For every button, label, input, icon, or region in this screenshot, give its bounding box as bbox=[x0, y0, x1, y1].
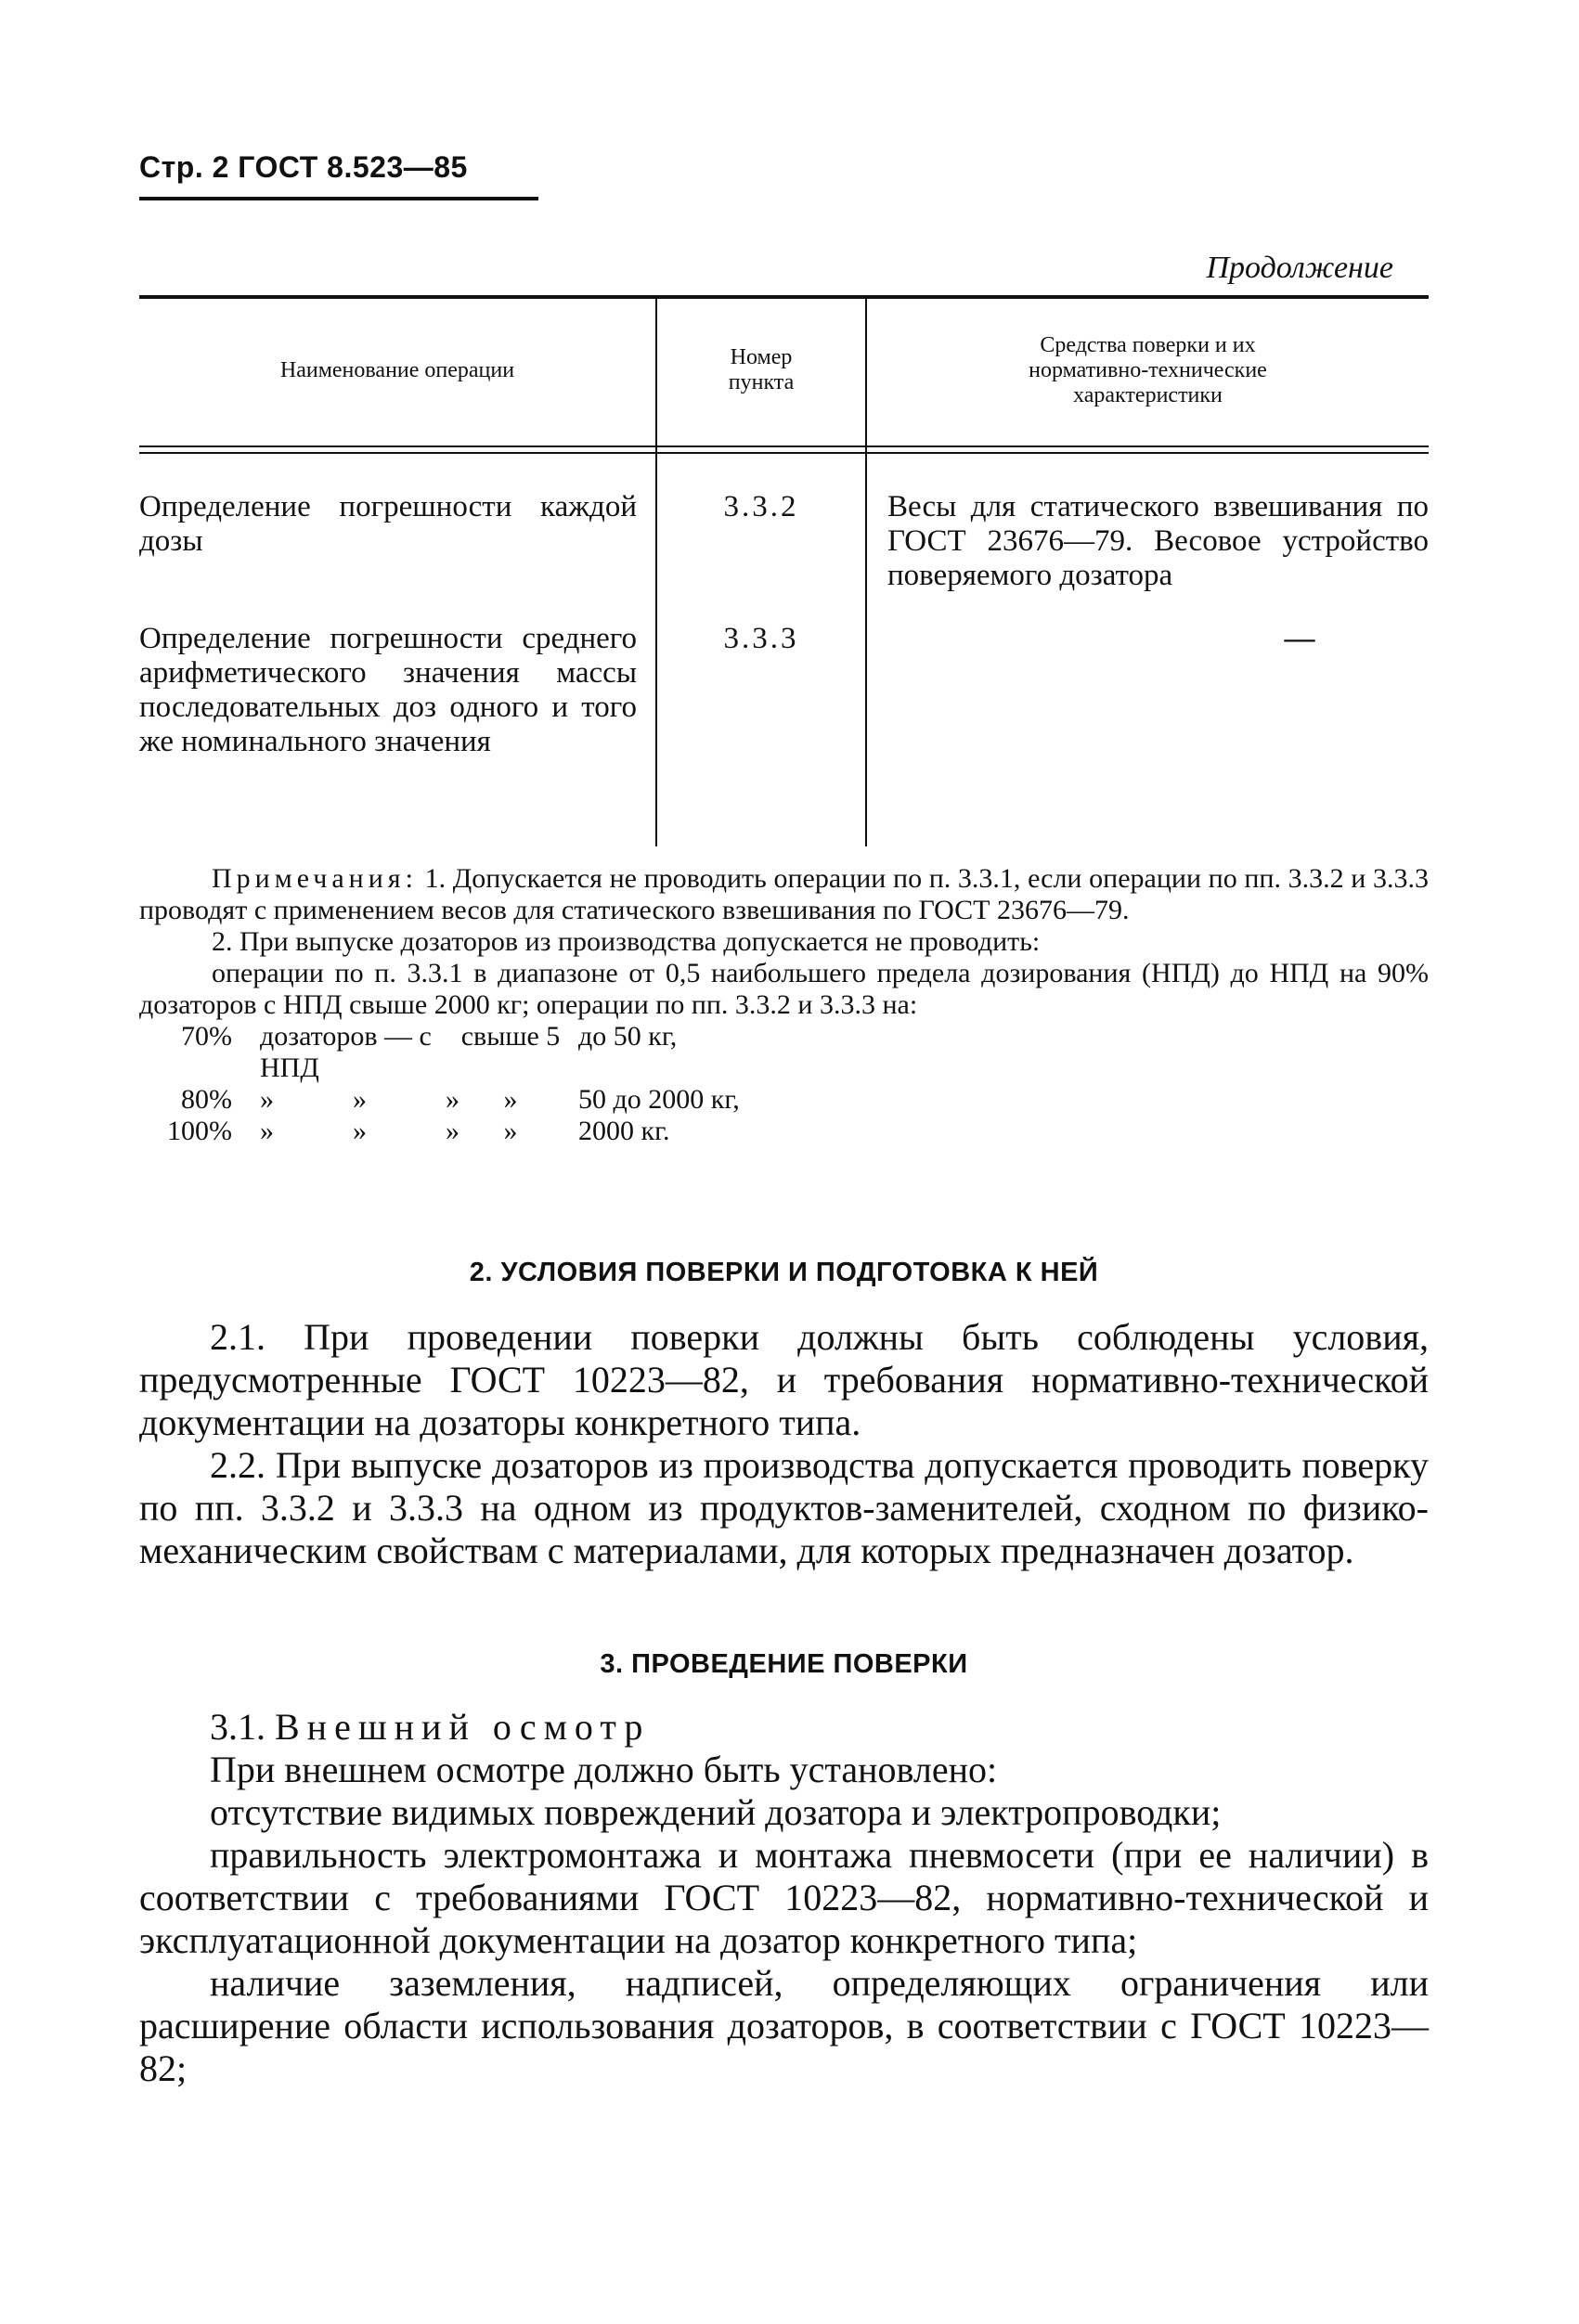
ditto-mark: » bbox=[260, 1116, 274, 1146]
ditto-marks bbox=[232, 1116, 459, 1147]
table-row-2-tools: — bbox=[1284, 622, 1315, 655]
percent-row-text: дозаторов — с НПД bbox=[260, 1021, 432, 1083]
ditto-mark: » bbox=[446, 1116, 459, 1146]
ditto-mark: » bbox=[503, 1084, 518, 1115]
notes-block bbox=[139, 863, 1429, 1147]
table-header-rule-double bbox=[139, 452, 1429, 454]
operations-table bbox=[139, 295, 1429, 852]
table-row-2-number: 3.3.3 bbox=[723, 622, 799, 655]
table-row-1-tools: Весы для статического взвешивания по ГОСТ 23676—79. Весовое устройство поверяемого дозатора bbox=[887, 490, 1429, 592]
table-header-item-number: Номер пункта bbox=[728, 345, 795, 394]
subsection-3-1-heading bbox=[139, 1706, 1429, 1749]
subsection-title: Внешний осмотр bbox=[275, 1706, 651, 1748]
section-2-title: 2. УСЛОВИЯ ПОВЕРКИ И ПОДГОТОВКА К НЕЙ bbox=[469, 1258, 1099, 1287]
section-3-paragraph-2: отсутствие видимых повреждений дозатора и электропроводки; bbox=[210, 1791, 1222, 1833]
ditto-mark: » bbox=[503, 1116, 518, 1146]
section-3-paragraph-4: наличие заземления, надписей, определяющих ограничения или расширение области использования дозаторов, в соответствии с ГОСТ 10223—82; bbox=[139, 1962, 1429, 2089]
note-1 bbox=[139, 863, 1429, 926]
ditto-mark: » bbox=[446, 1084, 459, 1115]
section-2-body bbox=[139, 1316, 1429, 1572]
ditto-mark: » bbox=[260, 1084, 274, 1115]
percent-value: 80% bbox=[181, 1084, 232, 1115]
table-header-rule bbox=[139, 445, 1429, 447]
note-2: 2. При выпуске дозаторов из производства допускается не проводить: bbox=[212, 926, 1041, 957]
ditto-mark: » bbox=[353, 1116, 367, 1146]
ditto-marks bbox=[232, 1084, 459, 1116]
section-3-body bbox=[139, 1706, 1429, 2090]
notes-percent-row bbox=[139, 1021, 1429, 1084]
notes-label: Примечания: bbox=[212, 863, 418, 894]
header-underline bbox=[139, 197, 538, 200]
note-1-text: 1. Допускается не проводить операции по п. 3.3.1, если операции по пп. 3.3.2 и 3.3.3 проводят с применением весов для статического взвешивания по ГОСТ 23676—79. bbox=[139, 863, 1429, 925]
notes-percent-row bbox=[139, 1116, 1429, 1147]
section-3-paragraph-1: При внешнем осмотре должно быть установлено: bbox=[210, 1749, 998, 1790]
percent-row-range: 2000 кг. bbox=[578, 1116, 670, 1146]
section-2-paragraph-2: 2.2. При выпуске дозаторов из производства допускается проводить поверку по пп. 3.3.2 и 3.3.3 на одном из продуктов-заменителей, сходном по физико-механическим свойствам с материалами, для которых предназначен дозатор. bbox=[139, 1444, 1429, 1571]
note-2-continuation: операции по п. 3.3.1 в диапазоне от 0,5 наибольшего предела дозирования (НПД) до НПД на 90% дозаторов с НПД свыше 2000 кг; операции по пп. 3.3.2 и 3.3.3 на: bbox=[139, 958, 1429, 1020]
table-header-operation: Наименование операции bbox=[279, 357, 515, 382]
table-row-1-operation: Определение погрешности каждой дозы bbox=[139, 490, 637, 558]
percent-value: 100% bbox=[167, 1116, 232, 1146]
section-2-paragraph-1: 2.1. При проведении поверки должны быть соблюдены условия, предусмотренные ГОСТ 10223—82, и требования нормативно-технической документации на дозаторы конкретного типа. bbox=[139, 1316, 1429, 1443]
percent-row-range: 50 до 2000 кг, bbox=[578, 1084, 740, 1115]
notes-percent-row bbox=[139, 1084, 1429, 1116]
ditto-mark: » bbox=[353, 1084, 367, 1115]
subsection-number: 3.1. bbox=[210, 1706, 265, 1748]
percent-value: 70% bbox=[181, 1021, 232, 1052]
table-row-2-operation: Определение погрешности среднего арифметического значения массы последовательных доз одного и того же номинального значения bbox=[139, 622, 637, 758]
percent-row-range-end: до 50 кг, bbox=[578, 1021, 678, 1052]
table-row-1-number: 3.3.2 bbox=[723, 490, 799, 523]
page-header: Стр. 2 ГОСТ 8.523—85 bbox=[139, 150, 468, 184]
section-3-title: 3. ПРОВЕДЕНИЕ ПОВЕРКИ bbox=[600, 1649, 968, 1679]
table-header-tools: Средства поверки и их нормативно-технические характеристики bbox=[1029, 332, 1267, 407]
section-3-paragraph-3: правильность электромонтажа и монтажа пневмосети (при ее наличии) в соответствии с требованиями ГОСТ 10223—82, нормативно-технической и эксплуатационной документации на дозатор конкретного типа; bbox=[139, 1834, 1429, 1961]
percent-row-range-start: свыше 5 bbox=[460, 1021, 561, 1052]
continuation-label: Продолжение bbox=[1206, 251, 1393, 285]
